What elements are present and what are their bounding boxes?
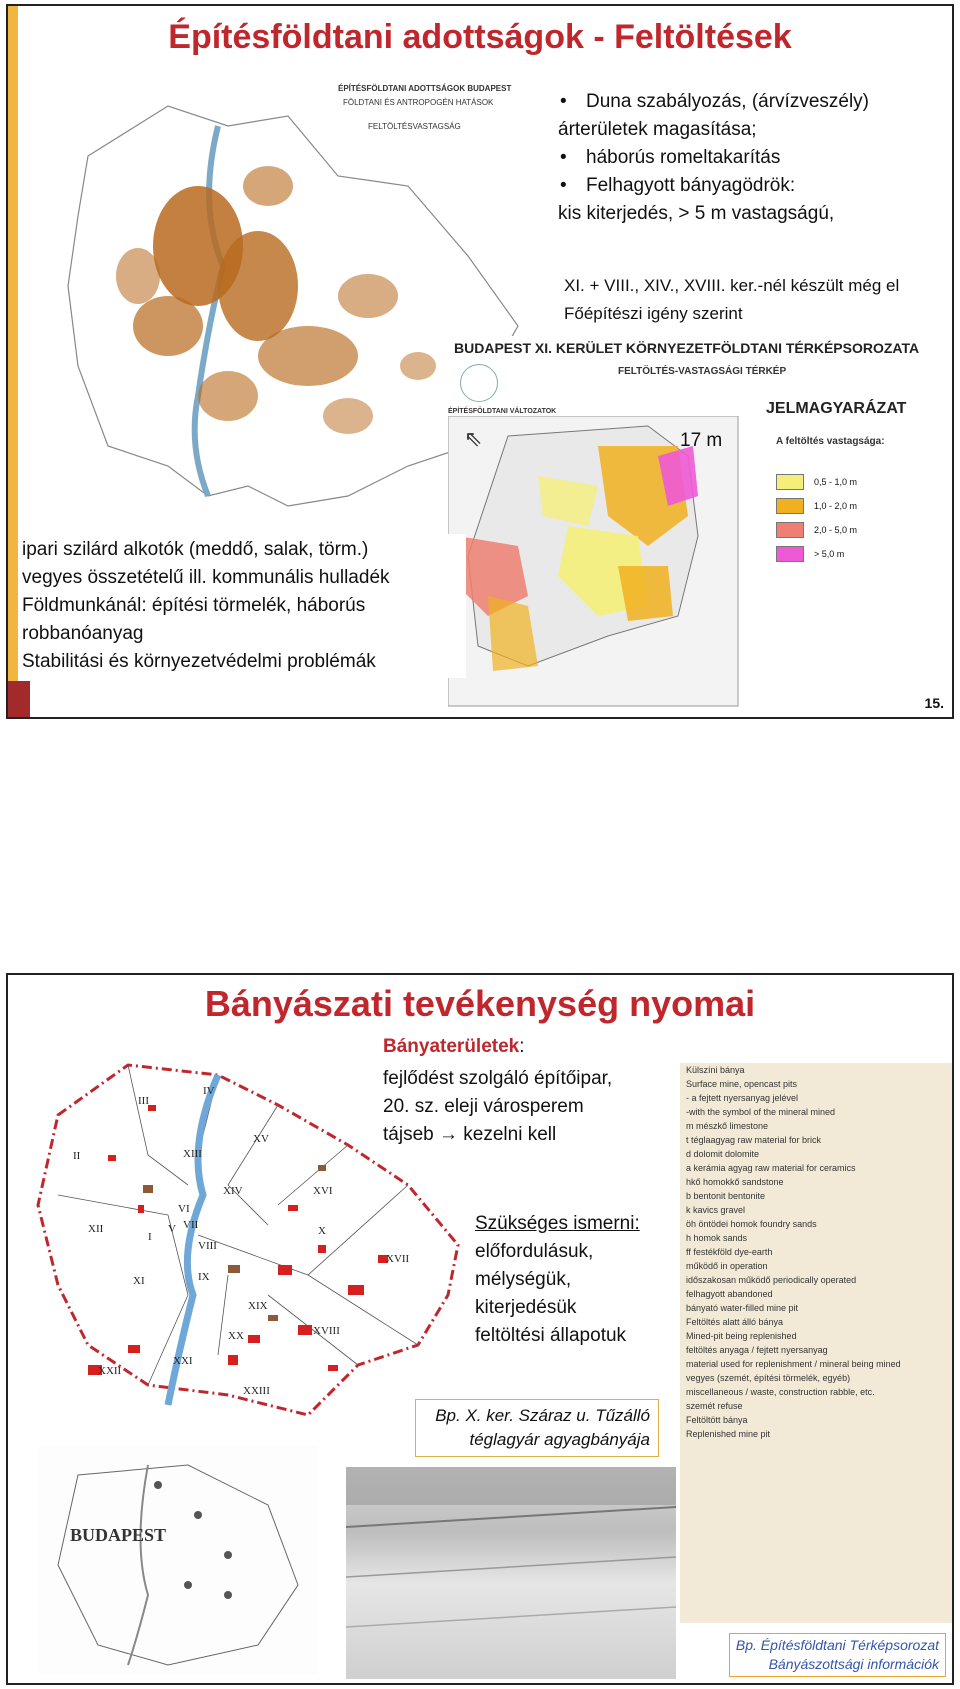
legend-label-2: 1,0 - 2,0 m [814,501,858,511]
district-XX: XX [228,1330,244,1342]
district-XI: XI [133,1275,145,1287]
legend-line: material used for replenishment / mineral being mined [686,1359,901,1369]
district-XXI: XXI [173,1355,193,1367]
mining-legend [680,1063,954,1623]
mine-heading-red: Bányaterületek [383,1036,520,1057]
district-XV: XV [253,1133,269,1145]
district-I: I [148,1231,152,1243]
bullet-3-cont: kis kiterjedés, > 5 m vastagságú, [558,203,835,224]
legend-line: öh öntödei homok foundry sands [686,1219,817,1229]
slide-title-2: Bányászati tevékenység nyomai [204,983,756,1024]
old-map-svg [38,1445,318,1675]
legend-line: miscellaneous / waste, construction rabble, etc. [686,1387,875,1397]
budapest-label: BUDAPEST [70,1525,167,1545]
lower-line-3: Földmunkánál: építési törmelék, háborús [22,595,366,616]
district-IX: IX [198,1271,210,1283]
district-XVII: XVII [386,1253,410,1265]
note-line-1: XI. + VIII., XIV., XVIII. ker.-nél készült még el [564,276,900,295]
legend-line: felhagyott abandoned [686,1289,773,1299]
legend-line: szemét refuse [686,1401,743,1411]
legend-label-4: > 5,0 m [814,549,845,559]
swatch-orange [776,498,804,514]
clay-pit-photo [346,1467,676,1679]
mine-area-text [383,1033,683,1149]
district-II: II [73,1150,81,1162]
source-box [729,1633,946,1677]
need-line-2: mélységük, [475,1269,572,1290]
district-VIII: VIII [198,1240,217,1252]
slide-1 [6,4,954,719]
legend-line: t téglaagyag raw material for brick [686,1135,822,1145]
legend-line: k kavics gravel [686,1205,746,1215]
map-right-small: ÉPÍTÉSFÖLDTANI VÁLTOZATOK [448,408,557,415]
district-III: III [138,1095,149,1107]
lower-line-5: Stabilitási és környezetvédelmi problémák [22,651,376,672]
district-XXII: XXII [98,1365,122,1377]
need-line-3: kiterjedésük [475,1297,577,1318]
lower-line-1: ipari szilárd alkotók (meddő, salak, törm.) [22,539,369,560]
legend-line: ff festékföld dye-earth [686,1247,773,1257]
photo-texture [346,1467,676,1679]
legend-line: Külszíni bánya [686,1065,745,1075]
swatch-red [776,522,804,538]
lower-line-4: robbanóanyag [22,623,144,644]
page-number: 15. [924,695,944,711]
institute-logo [460,364,498,402]
legend-line: Mined-pit being replenished [686,1331,797,1341]
source-line-2: Bányászottsági információk [768,1656,939,1672]
bullet-1: • Duna szabályozás, (árvízveszély) [558,88,948,116]
need-line-4: feltöltési állapotuk [475,1325,627,1346]
district-XIII: XIII [183,1148,202,1160]
text-line-3a: tájseb [383,1124,434,1145]
legend-row-3 [776,522,857,538]
photo-caption-line-2: téglagyár agyagbányája [469,1430,650,1449]
arrow-icon: → [438,1124,458,1145]
legend-line: a kerámia agyag raw material for ceramics [686,1163,856,1173]
district-V: V [168,1223,176,1235]
accent-bar [8,6,18,717]
need-line-1: előfordulásuk, [475,1241,594,1262]
mine-heading [383,1033,683,1061]
legend-row-2 [776,498,857,514]
district-map-svg [448,416,748,716]
map-caption-1: ÉPÍTÉSFÖLDTANI ADOTTSÁGOK BUDAPEST [338,84,512,93]
district-XII: XII [88,1223,104,1235]
district-X: X [318,1225,326,1237]
bullet-block [552,86,954,230]
district-XIX: XIX [248,1300,268,1312]
depth-label: 17 m [680,430,723,451]
photo-caption [415,1399,659,1457]
legend-line: - a fejtett nyersanyag jelével [686,1093,799,1103]
district-XVIII: XVIII [313,1325,340,1337]
legend-line: hkő homokkő sandstone [686,1177,784,1187]
map-caption-3: FELTÖLTÉSVASTAGSÁG [368,122,461,131]
legend-line: Replenished mine pit [686,1429,771,1439]
accent-bar-bottom [8,681,30,717]
map-right-subtitle: FELTÖLTÉS-VASTAGSÁGI TÉRKÉP [618,366,787,377]
legend-subtitle: A feltöltés vastagsága: [776,436,885,447]
note-block [564,272,954,328]
legend-line: működő in operation [686,1261,768,1271]
slide-2 [6,973,954,1685]
lower-line-2: vegyes összetételű ill. kommunális hulladék [22,567,390,588]
district-IV: IV [203,1085,215,1097]
legend-line: b bentonit bentonite [686,1191,766,1201]
old-budapest-map [38,1445,318,1675]
district-XXIII: XXIII [243,1385,270,1397]
map-right-title: BUDAPEST XI. KERÜLET KÖRNYEZETFÖLDTANI TÉRKÉPSOROZATA [454,340,920,356]
legend-label-1: 0,5 - 1,0 m [814,477,858,487]
legend-line: d dolomit dolomite [686,1149,760,1159]
lower-text-block [18,534,466,678]
legend-line: bányató water-filled mine pit [686,1303,799,1313]
bullet-2: • háborús romeltakarítás [558,144,948,172]
swatch-magenta [776,546,804,562]
district-VII: VII [183,1219,199,1231]
mine-heading-colon: : [519,1036,525,1057]
fill-legend [776,466,857,570]
legend-line: h homok sands [686,1233,748,1243]
legend-row-4 [776,546,857,562]
swatch-yellow [776,474,804,490]
text-line-3 [383,1121,683,1149]
legend-line: Surface mine, opencast pits [686,1079,798,1089]
legend-line: -with the symbol of the mineral mined [686,1107,836,1117]
slide-title: Építésföldtani adottságok - Feltöltések [168,18,792,56]
svg-text:⇖: ⇖ [464,426,483,451]
district-XVI: XVI [313,1185,333,1197]
district-XIV: XIV [223,1185,243,1197]
legend-row-1 [776,474,857,490]
legend-line: m mészkő limestone [686,1121,769,1131]
legend-line: Feltöltött bánya [686,1415,748,1425]
map-caption-2: FÖLDTANI ÉS ANTROPOGÉN HATÁSOK [343,98,494,107]
text-line-1: fejlődést szolgáló építőipar, [383,1068,613,1089]
text-line-2: 20. sz. eleji városperem [383,1096,584,1117]
text-line-3b: kezelni kell [463,1124,557,1145]
need-heading: Szükséges ismerni: [475,1213,640,1234]
district-xi-fill-map [448,336,953,716]
district-VI: VI [178,1203,190,1215]
legend-line: feltöltés anyaga / fejtett nyersanyag [686,1345,828,1355]
bullet-1-cont: árterületek magasítása; [558,119,757,140]
legend-label-3: 2,0 - 5,0 m [814,525,858,535]
need-block [475,1210,685,1350]
legend-lines [680,1063,954,1441]
legend-line: időszakosan működő periodically operated [686,1275,857,1285]
legend-line: Feltöltés alatt álló bánya [686,1317,784,1327]
note-line-2: Főépítészi igény szerint [564,304,743,323]
source-line-1: Bp. Építésföldtani Térképsorozat [735,1637,939,1653]
legend-title: JELMAGYARÁZAT [766,400,907,417]
legend-line: vegyes (szemét, építési törmelék, egyéb) [686,1373,851,1383]
photo-caption-line-1: Bp. X. ker. Száraz u. Tűzálló [435,1406,650,1425]
bullet-3: • Felhagyott bányagödrök: [558,172,948,200]
